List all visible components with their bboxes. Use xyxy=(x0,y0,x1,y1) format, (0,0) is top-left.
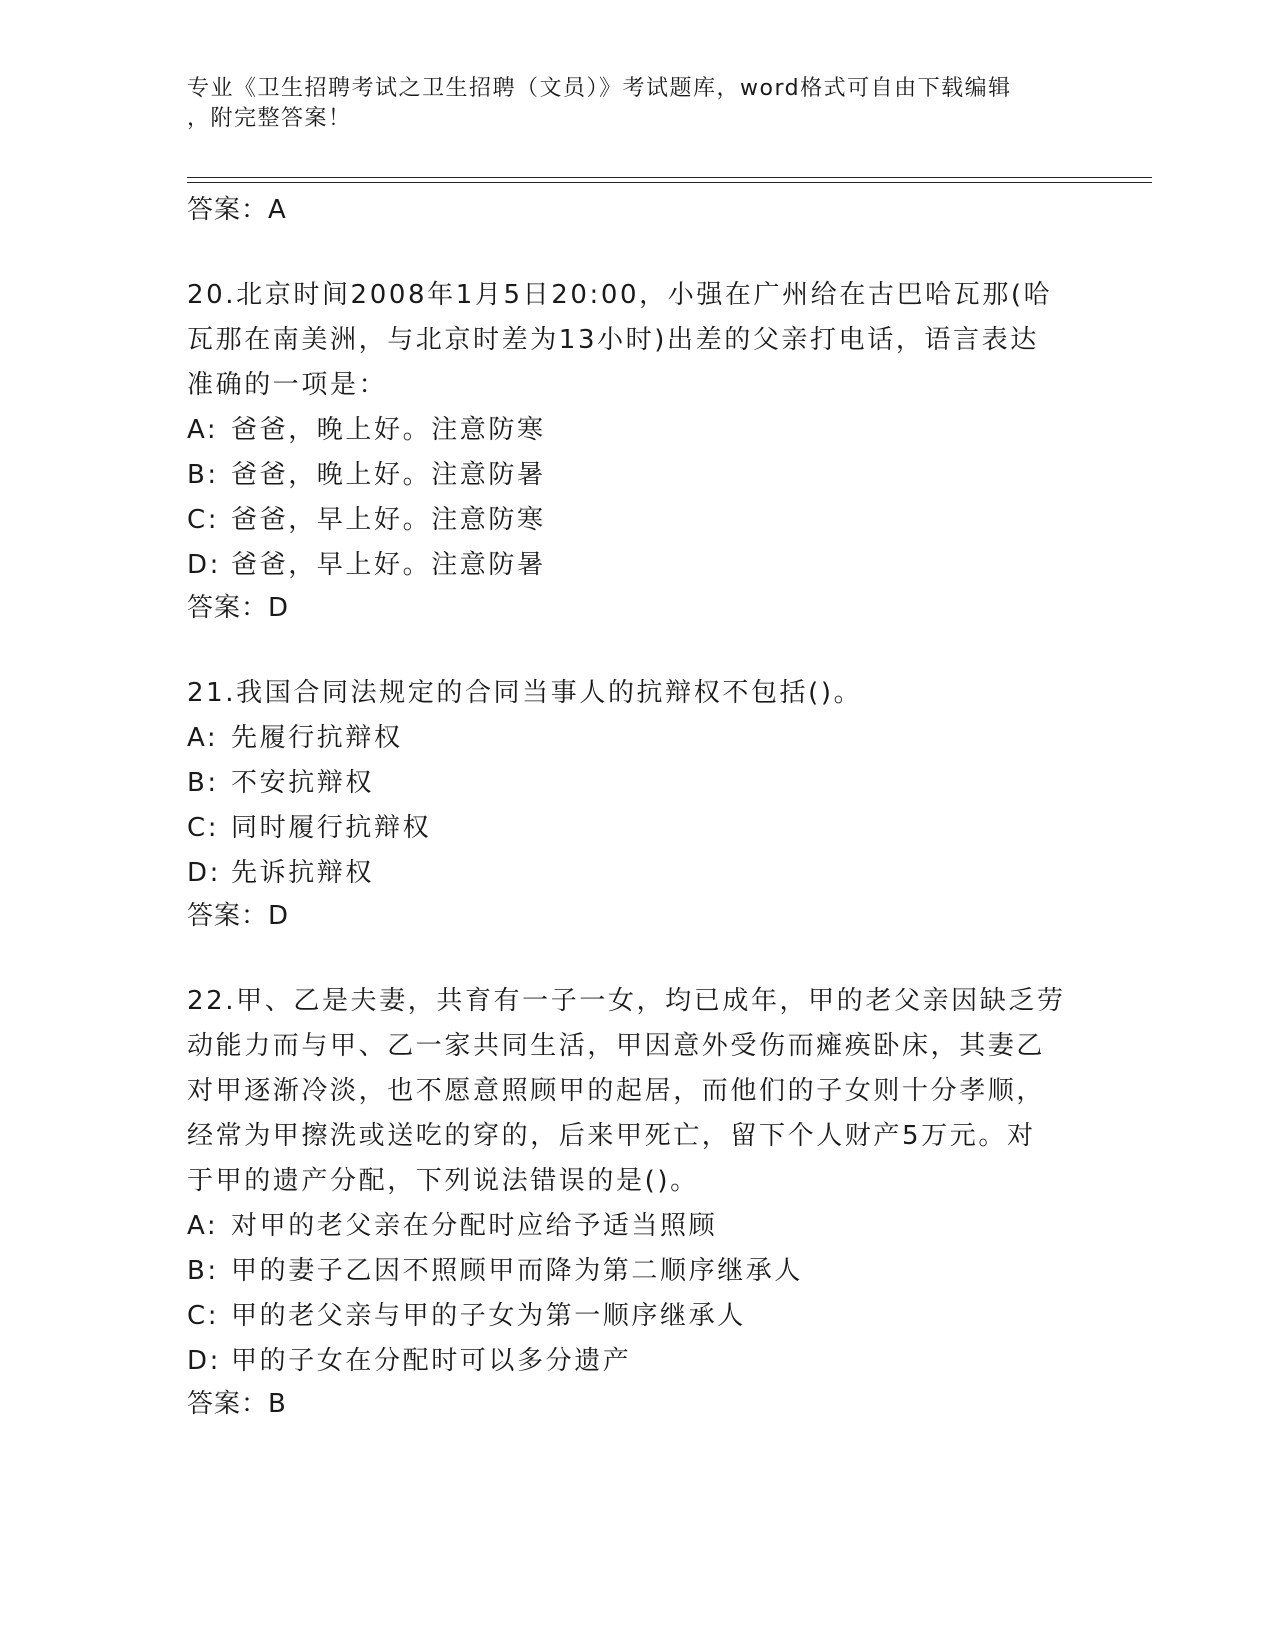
question-text-line: 动能力而与甲、乙一家共同生活，甲因意外受伤而瘫痪卧床，其妻乙 xyxy=(187,1031,1046,1061)
option-a: A: 对甲的老父亲在分配时应给予适当照顾 xyxy=(187,1211,718,1241)
option-d: D: 爸爸，早上好。注意防暑 xyxy=(187,550,546,580)
header-line-1: 专业《卫生招聘考试之卫生招聘（文员）》考试题库，word格式可自由下载编辑 xyxy=(187,76,1012,101)
question-text-line: 准确的一项是： xyxy=(187,370,388,400)
header-divider-top xyxy=(187,177,1152,178)
spacer xyxy=(187,936,1087,979)
question-block xyxy=(187,671,1087,936)
option-c: C: 同时履行抗辩权 xyxy=(187,813,432,843)
question-text-line: 经常为甲擦洗或送吃的穿的，后来甲死亡，留下个人财产5万元。对 xyxy=(187,1121,1036,1151)
option-a: A: 爸爸，晚上好。注意防寒 xyxy=(187,415,546,445)
question-text-line: 对甲逐渐冷淡，也不愿意照顾甲的起居，而他们的子女则十分孝顺， xyxy=(187,1076,1046,1106)
question-text-line: 于甲的遗产分配，下列说法错误的是()。 xyxy=(187,1166,699,1196)
question-text xyxy=(187,273,1087,408)
question-list xyxy=(187,190,1087,1424)
answer-label: 答案：A xyxy=(187,195,287,225)
answer-label: 答案：B xyxy=(187,1389,287,1419)
question-text xyxy=(187,979,1087,1204)
spacer xyxy=(187,230,1087,273)
option-d: D: 甲的子女在分配时可以多分遗产 xyxy=(187,1346,632,1376)
answer-label: 答案：D xyxy=(187,901,290,931)
option-b: B: 爸爸，晚上好。注意防暑 xyxy=(187,460,546,490)
header-divider-bottom xyxy=(187,182,1152,183)
question-text-line: 20.北京时间2008年1月5日20:00，小强在广州给在古巴哈瓦那(哈 xyxy=(187,280,1053,310)
header-line-2: ，附完整答案！ xyxy=(187,106,352,131)
option-b: B: 甲的妻子乙因不照顾甲而降为第二顺序继承人 xyxy=(187,1256,804,1286)
option-b: B: 不安抗辩权 xyxy=(187,768,375,798)
question-block xyxy=(187,979,1087,1424)
question-text-line: 22.甲、乙是夫妻，共育有一子一女，均已成年，甲的老父亲因缺乏劳 xyxy=(187,986,1066,1016)
spacer xyxy=(187,628,1087,671)
option-a: A: 先履行抗辩权 xyxy=(187,723,403,753)
question-text-line: 21.我国合同法规定的合同当事人的抗辩权不包括()。 xyxy=(187,678,863,708)
page-header xyxy=(187,74,1087,134)
question-text-line: 瓦那在南美洲，与北京时差为13小时)出差的父亲打电话，语言表达 xyxy=(187,325,1039,355)
option-d: D: 先诉抗辩权 xyxy=(187,858,375,888)
option-c: C: 甲的老父亲与甲的子女为第一顺序继承人 xyxy=(187,1301,746,1331)
question-block xyxy=(187,273,1087,628)
answer-label: 答案：D xyxy=(187,593,290,623)
question-text xyxy=(187,671,1087,716)
option-c: C: 爸爸，早上好。注意防寒 xyxy=(187,505,546,535)
